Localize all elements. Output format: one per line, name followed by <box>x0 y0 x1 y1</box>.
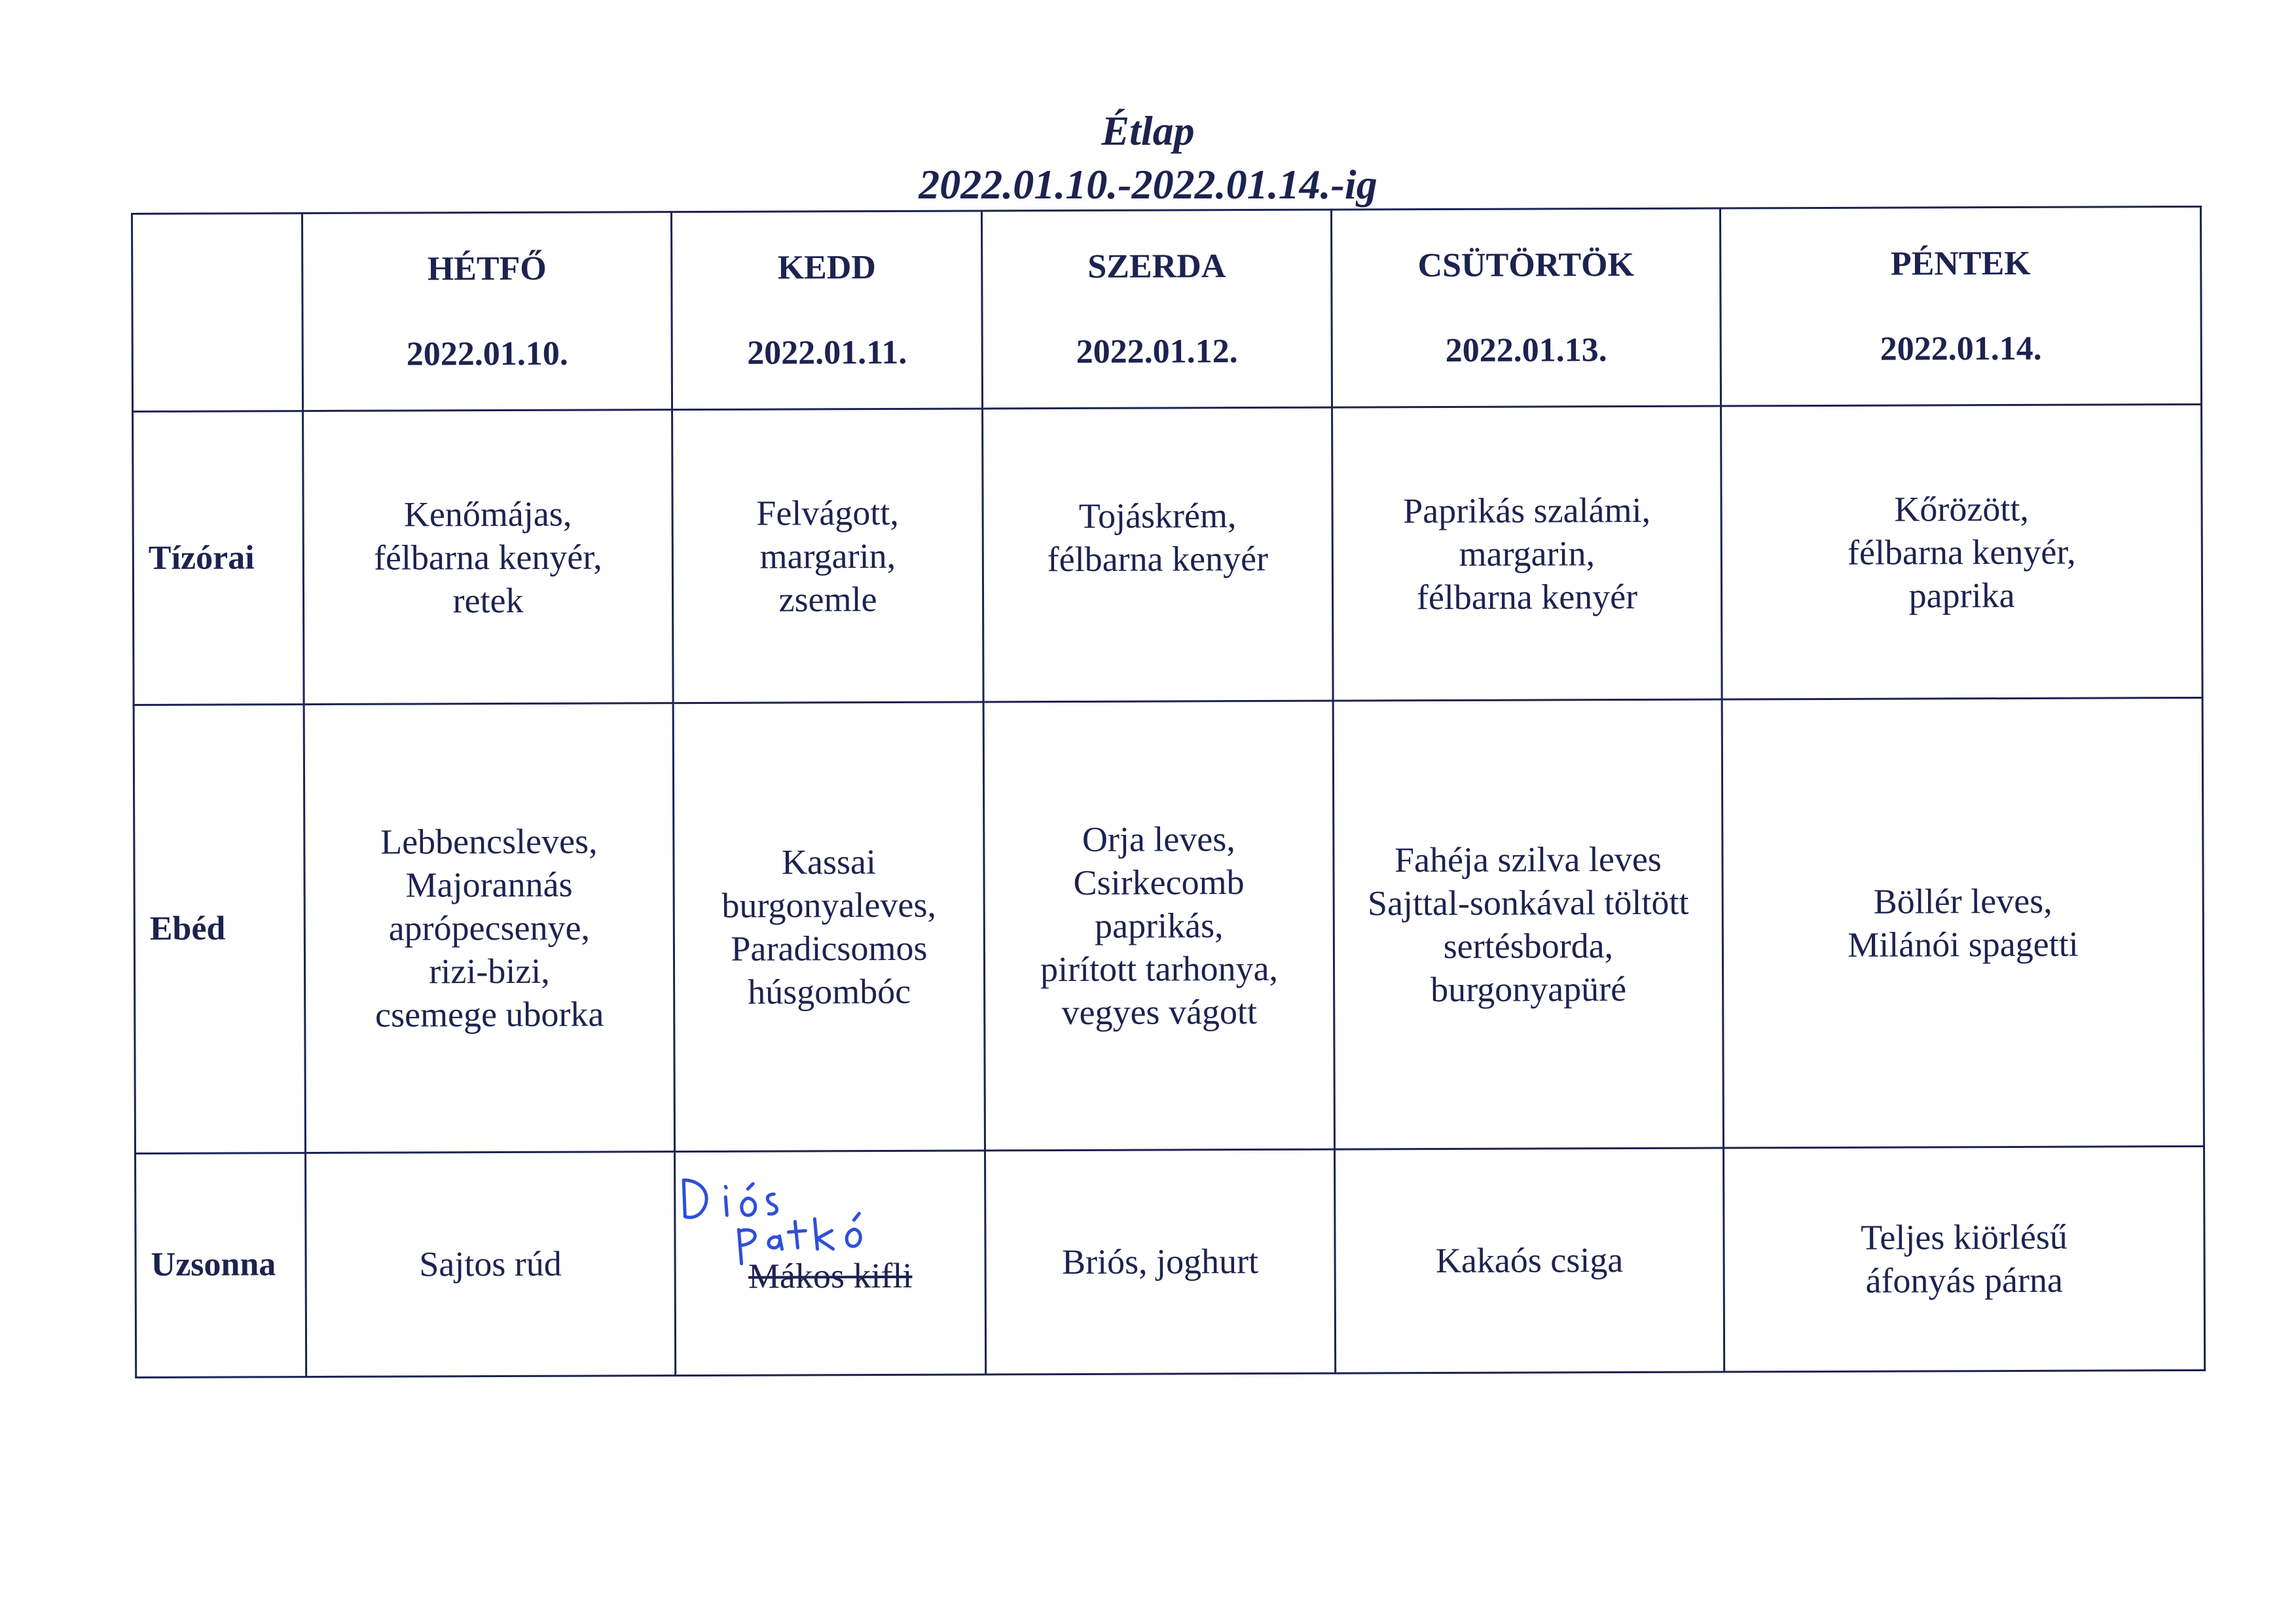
menu-line: Sajttal-sonkával töltött <box>1367 882 1689 923</box>
menu-line: csemege uborka <box>375 994 604 1035</box>
menu-cell <box>1721 404 2203 699</box>
menu-line: aprópecsenye, <box>388 908 591 948</box>
day-date: 2022.01.13. <box>1445 331 1607 369</box>
day-name: SZERDA <box>1087 247 1226 286</box>
menu-cell <box>303 410 674 705</box>
menu-cell <box>1722 698 2204 1148</box>
menu-line: Kenőmájas, <box>403 494 572 534</box>
menu-line: Paprikás szalámi, <box>1403 490 1651 530</box>
menu-line: áfonyás párna <box>1865 1261 2063 1301</box>
menu-title: Étlap <box>1101 107 1195 154</box>
day-header-monday <box>302 212 672 411</box>
menu-cell <box>1723 1146 2204 1372</box>
menu-line: paprikás, <box>1094 906 1224 946</box>
menu-line: Sajtos rúd <box>419 1244 562 1284</box>
table-row <box>134 698 2204 1154</box>
menu-line: rizi-bizi, <box>429 951 550 991</box>
menu-line: Kőrözött, <box>1894 489 2029 529</box>
menu-cell <box>1335 1148 1724 1373</box>
menu-line: sertésborda, <box>1443 925 1614 966</box>
menu-cell <box>304 703 674 1153</box>
day-name: PÉNTEK <box>1890 244 2031 283</box>
corner-cell <box>132 213 303 412</box>
menu-line: félbarna kenyér <box>1047 538 1269 580</box>
row-label: Uzsonna <box>136 1153 306 1377</box>
table-row <box>133 404 2203 705</box>
day-name: KEDD <box>777 248 877 287</box>
menu-line: Paradicsomos <box>731 928 928 969</box>
menu-line: Tojáskrém, <box>1078 496 1237 536</box>
menu-line: Majorannás <box>405 864 573 905</box>
day-date: 2022.01.11. <box>747 333 907 372</box>
handwritten-correction <box>676 1164 925 1276</box>
menu-line: Briós, joghurt <box>1061 1242 1259 1282</box>
day-header-wednesday <box>981 210 1332 409</box>
menu-line: Csirkecomb <box>1073 862 1245 902</box>
menu-line: Mákos kifli <box>748 1256 913 1297</box>
menu-line: Lebbencsleves, <box>380 821 598 862</box>
menu-line: félbarna kenyér, <box>1847 532 2076 572</box>
menu-line: vegyes vágott <box>1061 991 1258 1032</box>
menu-line: Teljes kiörlésű <box>1861 1217 2068 1258</box>
menu-cell <box>672 409 984 703</box>
menu-line: pirított tarhonya, <box>1040 948 1279 989</box>
menu-line: félbarna kenyér <box>1416 576 1638 617</box>
menu-cell <box>306 1151 676 1376</box>
menu-cell <box>673 702 985 1151</box>
menu-cell <box>1333 699 1723 1149</box>
menu-line: burgonyaleves, <box>721 885 937 925</box>
day-name: HÉTFŐ <box>427 249 547 287</box>
header-row <box>132 206 2202 411</box>
menu-line: burgonyapüré <box>1430 969 1627 1009</box>
day-date: 2022.01.12. <box>1076 332 1238 371</box>
day-date: 2022.01.10. <box>406 335 568 373</box>
menu-cell <box>1332 406 1722 701</box>
day-header-tuesday <box>672 211 983 410</box>
menu-line: Kakaós csiga <box>1435 1240 1624 1281</box>
table-row <box>136 1146 2205 1377</box>
menu-line: paprika <box>1908 575 2015 616</box>
day-header-thursday <box>1331 208 1721 407</box>
menu-line: húsgombóc <box>748 971 911 1012</box>
menu-line: Böllér leves, <box>1873 881 2052 921</box>
day-name: CSÜTÖRTÖK <box>1417 246 1635 284</box>
row-label: Ebéd <box>134 705 305 1154</box>
menu-cell <box>985 1149 1336 1375</box>
menu-date-range: 2022.01.10.-2022.01.14.-ig <box>919 161 1377 208</box>
menu-line: félbarna kenyér, <box>373 537 602 578</box>
menu-line: margarin, <box>759 536 896 576</box>
day-date: 2022.01.14. <box>1880 329 2042 368</box>
menu-line: Felvágott, <box>756 492 899 533</box>
menu-table <box>131 206 2206 1378</box>
menu-line: margarin, <box>1459 533 1595 574</box>
menu-cell <box>983 407 1334 702</box>
menu-line: Milánói spagetti <box>1848 924 2079 965</box>
menu-cell <box>675 1151 986 1376</box>
menu-line: Kassai <box>781 841 877 882</box>
menu-line: Orja leves, <box>1082 819 1235 859</box>
day-header-friday <box>1720 206 2201 406</box>
menu-line: retek <box>452 580 524 620</box>
row-label: Tízórai <box>133 411 304 705</box>
menu-line: Fahéja szilva leves <box>1394 839 1662 880</box>
menu-line: zsemle <box>778 579 877 619</box>
menu-cell <box>983 701 1334 1150</box>
